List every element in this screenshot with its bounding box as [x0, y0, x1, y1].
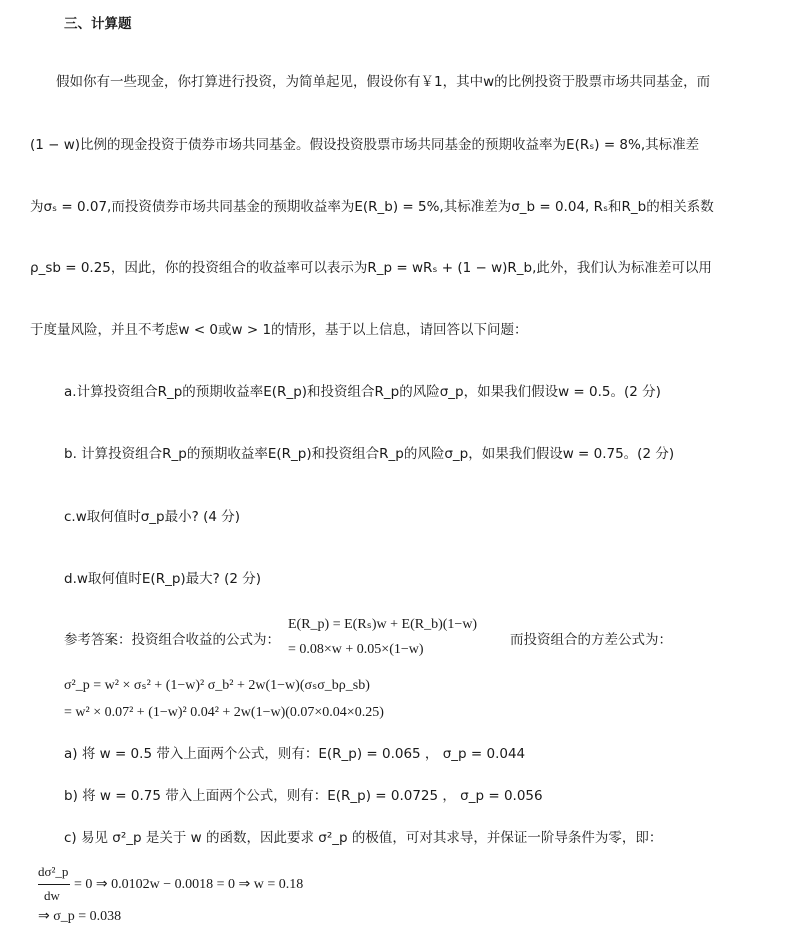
variance-formula-2: = w² × 0.07² + (1−w)² 0.04² + 2w(1−w)(0.07×0.04×0.25)	[64, 705, 384, 720]
problem-line-4: ρ_sb = 0.25，因此，你的投资组合的收益率可以表示为R_p = wRₛ + (1 − w)R_b,此外，我们认为标准差可以用	[30, 260, 712, 276]
section-title: 三、计算题	[64, 16, 132, 32]
question-b: b. 计算投资组合R_p的预期收益率E(R_p)和投资组合R_p的风险σ_p，如果我们假设w = 0.75。(2 分)	[64, 446, 675, 462]
problem-line-1: 假如你有一些现金，你打算进行投资，为简单起见，假设你有￥1，其中w的比例投资于股票市场共同基金，而	[56, 74, 711, 90]
answer-intro-label: 参考答案：投资组合收益的公式为：	[64, 632, 280, 648]
problem-line-3: 为σₛ = 0.07,而投资债券市场共同基金的预期收益率为E(R_b) = 5%,其标准差为σ_b = 0.04, Rₛ和R_b的相关系数	[30, 199, 714, 215]
derivative-fraction-bar	[38, 884, 70, 885]
variance-formula-1: σ²_p = w² × σₛ² + (1−w)² σ_b² + 2w(1−w)(σₛσ_bρ_sb)	[64, 678, 370, 693]
question-a: a.计算投资组合R_p的预期收益率E(R_p)和投资组合R_p的风险σ_p，如果我们假设w = 0.5。(2 分)	[64, 384, 661, 400]
derivative-numerator: dσ²_p	[38, 864, 69, 879]
derivative-equation: = 0 ⇒ 0.0102w − 0.0018 = 0 ⇒ w = 0.18	[74, 877, 304, 892]
return-formula-1: E(R_p) = E(Rₛ)w + E(R_b)(1−w)	[288, 617, 478, 632]
return-formula-2: = 0.08×w + 0.05×(1−w)	[288, 642, 424, 657]
derivative-denominator: dw	[44, 888, 60, 903]
question-d: d.w取何值时E(R_p)最大? (2 分)	[64, 571, 262, 587]
variance-label: 而投资组合的方差公式为：	[510, 632, 672, 648]
final-result: ⇒ σ_p = 0.038	[38, 909, 122, 924]
answer-c-line: c) 易见 σ²_p 是关于 w 的函数，因此要求 σ²_p 的极值，可对其求导，并保证一阶导条件为零，即：	[64, 830, 663, 846]
problem-line-2: (1 − w)比例的现金投资于债券市场共同基金。假设投资股票市场共同基金的预期收益率为E(Rₛ) = 8%,其标准差	[30, 137, 700, 153]
question-c: c.w取何值时σ_p最小? (4 分)	[64, 509, 241, 525]
answer-a-line: a) 将 w = 0.5 带入上面两个公式，则有：E(R_p) = 0.065 ， σ_p = 0.044	[64, 746, 526, 762]
answer-b-line: b) 将 w = 0.75 带入上面两个公式，则有：E(R_p) = 0.0725 ， σ_p = 0.056	[64, 788, 543, 804]
problem-line-5: 于度量风险，并且不考虑w < 0或w > 1的情形，基于以上信息，请回答以下问题：	[30, 322, 528, 338]
